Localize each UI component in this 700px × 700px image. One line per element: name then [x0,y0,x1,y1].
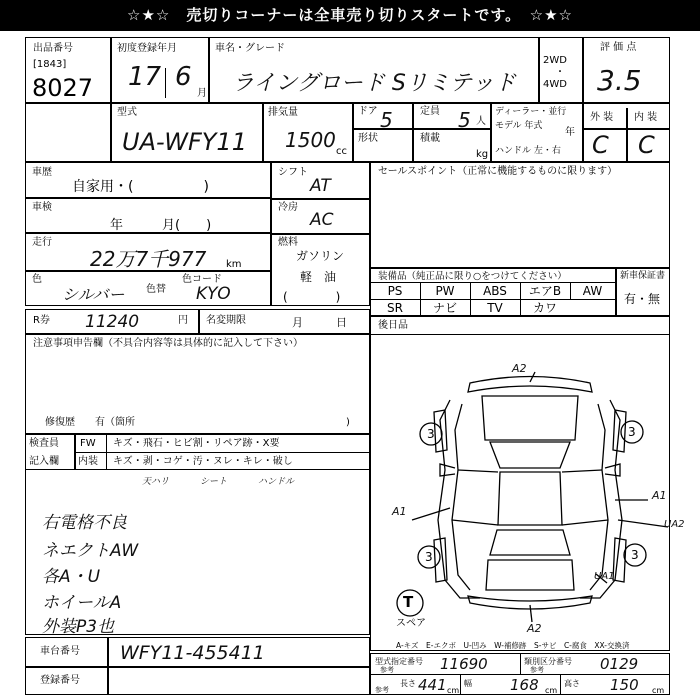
km-unit: km [226,259,242,270]
door-label: ドア [358,106,378,117]
fuel-paren: ( ) [283,290,341,304]
grade-label: 評 価 点 [600,42,637,53]
class-value: 0129 [600,655,639,673]
hw-note-2: ネエクトAW [42,541,139,561]
reg-label: 初度登録年月 [117,43,177,54]
mark-right-rear: UA2 [664,519,685,530]
spare-mark: T [403,593,414,611]
reg-year: 17 [128,62,162,92]
mark-rear-corner: UA1 [594,571,615,582]
warranty-label: 新車保証書 [620,271,666,281]
equip-airbag: エアB [528,284,562,298]
color-value: シルバー [62,285,125,304]
shift-label: シフト [278,167,308,178]
recolor-label: 色替 [146,284,166,295]
cc-value: 1500 [285,128,336,152]
int-label: 内 装 [634,112,658,123]
cap-value: 5 [458,108,471,132]
fuel-label: 燃料 [278,237,298,248]
history-value: 自家用・( ) [72,179,209,195]
int-value: C [638,131,655,159]
after-label: 後日品 [378,320,408,331]
shift-value: AT [310,176,331,196]
fw-items: キズ・飛石・ヒビ割・リペア跡・X要 [113,438,280,449]
fuel-gas: ガソリン [296,249,345,263]
car-name: ライングロード Sリミテッド [232,71,516,96]
recycle-value: 11240 [85,312,140,332]
entry-label: 記入欄 [29,456,59,467]
registration-label: 登録番号 [40,675,80,686]
ext-label: 外 装 [590,112,614,123]
equip-ps: PS [387,284,403,298]
chassis-label: 車台番号 [40,646,80,657]
color-code-label: 色コード [182,274,222,285]
month-unit: 月 [197,88,207,99]
load-label: 積載 [420,133,440,144]
drive-dot: ・ [555,67,565,78]
color-label: 色 [32,274,42,285]
note-seat: シート [200,477,228,487]
equip-navi: ナビ [432,301,457,315]
cc-unit: cc [336,146,347,157]
drive-2wd: 2WD [543,55,567,66]
reg-month: 6 [175,62,192,92]
class-label: 類別区分番号 [524,657,572,666]
mileage-label: 走行 [32,237,52,248]
chassis-value: WFY11-455411 [120,642,265,664]
lot-sub: [1843] [33,59,67,70]
grade-value: 3.5 [597,64,642,97]
shape-label: 形状 [358,133,378,144]
name-change-label: 名変期限 [206,315,246,326]
length-unit: cm [447,686,460,695]
ac-value: AC [310,210,334,230]
equip-leather: カワ [532,301,557,315]
dealer-label: ディーラー・並行 [495,107,567,117]
interior-items: キズ・剥・コゲ・汚・ヌレ・キレ・破し [113,456,293,467]
equip-aw: AW [582,284,603,298]
repair-close: ) [346,417,350,428]
class-sub: 参考 [530,666,544,674]
height-unit: cm [652,686,665,695]
name-label: 車名・グレード [215,43,285,54]
interior-label: 内装 [78,456,98,467]
history-label: 車歴 [32,167,52,178]
recycle-label: R券 [33,315,50,326]
drive-4wd: 4WD [543,79,567,90]
repair-label: 修復歴 有（箇所 [45,417,135,428]
width-label: 幅 [464,679,472,688]
mark-rear-bumper: A2 [527,622,542,635]
notes-label: 注意事項申告欄（不具合内容等は具体的に記入して下さい） [33,338,303,349]
note-ceiling: 天ハリ [142,477,170,487]
hw-note-3: 各A・U [42,567,101,587]
inspection-label: 車検 [32,202,52,213]
kg-unit: kg [476,149,489,160]
ext-value: C [592,131,609,159]
cc-label: 排気量 [268,107,298,118]
mark-front-bumper: A2 [512,362,527,375]
lot-number: 8027 [32,74,94,102]
designation-sub: 参考 [380,666,394,674]
mark-rear-right-wheel: 3 [631,548,639,562]
designation-value: 11690 [440,655,488,673]
width-value: 168 [510,676,539,694]
equip-pw: PW [435,284,455,298]
equip-sr: SR [387,301,403,315]
inspector-label: 検査員 [29,438,59,449]
color-code-value: KYO [196,284,231,304]
fw-label: FW [80,438,96,449]
length-value: 441 [418,676,447,694]
mark-front-left-wheel: 3 [427,427,435,441]
hw-note-5: 外装P3也 [42,617,115,637]
equipment-label: 装備品（純正品に限り○をつけてください） [378,271,567,282]
model-year-label: モデル 年式 [495,121,543,131]
spare-label: スペア [396,618,426,629]
designation-label: 型式指定番号 [375,657,423,666]
handle-label: ハンドル 左・右 [495,146,561,156]
mark-rear-left-wheel: 3 [425,550,433,564]
lot-label: 出品番号 [33,43,73,54]
recycle-unit: 円 [178,315,188,326]
cap-unit: 人 [476,116,486,127]
equip-abs: ABS [483,284,507,298]
banner: ☆★☆ 売切りコーナーは全車売り切りスタートです。 ☆★☆ [0,0,700,31]
equip-tv: TV [487,301,503,315]
mark-front-right-wheel: 3 [628,425,636,439]
height-label: 高さ [564,679,580,688]
model-label: 型式 [117,107,137,118]
ref-label: 参考 [375,686,389,694]
width-unit: cm [545,686,558,695]
ac-label: 冷房 [278,202,298,213]
mark-right-door: A1 [652,489,667,502]
height-value: 150 [610,676,639,694]
cap-label: 定員 [420,106,440,117]
year-unit: 年 [565,127,575,138]
hw-note-1: 右電格不良 [42,513,127,533]
mark-left-door: A1 [392,505,407,518]
sales-point-label: セールスポイント（正常に機能するものに限ります） [378,166,618,177]
warranty-value: 有・無 [624,292,661,306]
inspection-value: 年 月( ) [110,218,212,233]
name-change-value: 月 日 [292,316,347,329]
length-label: 長さ [400,679,416,688]
hw-note-4: ホイールA [42,593,122,613]
mileage-value: 22万7千977 [90,247,207,271]
note-handle: ハンドル [258,477,295,487]
damage-legend: A-キズ E-エクボ U-凹み W-補修跡 S-サビ C-腐食 XX-交換済 [396,641,630,650]
fuel-diesel: 軽 油 [300,270,337,284]
door-value: 5 [380,108,393,132]
model-value: UA-WFY11 [122,128,247,156]
